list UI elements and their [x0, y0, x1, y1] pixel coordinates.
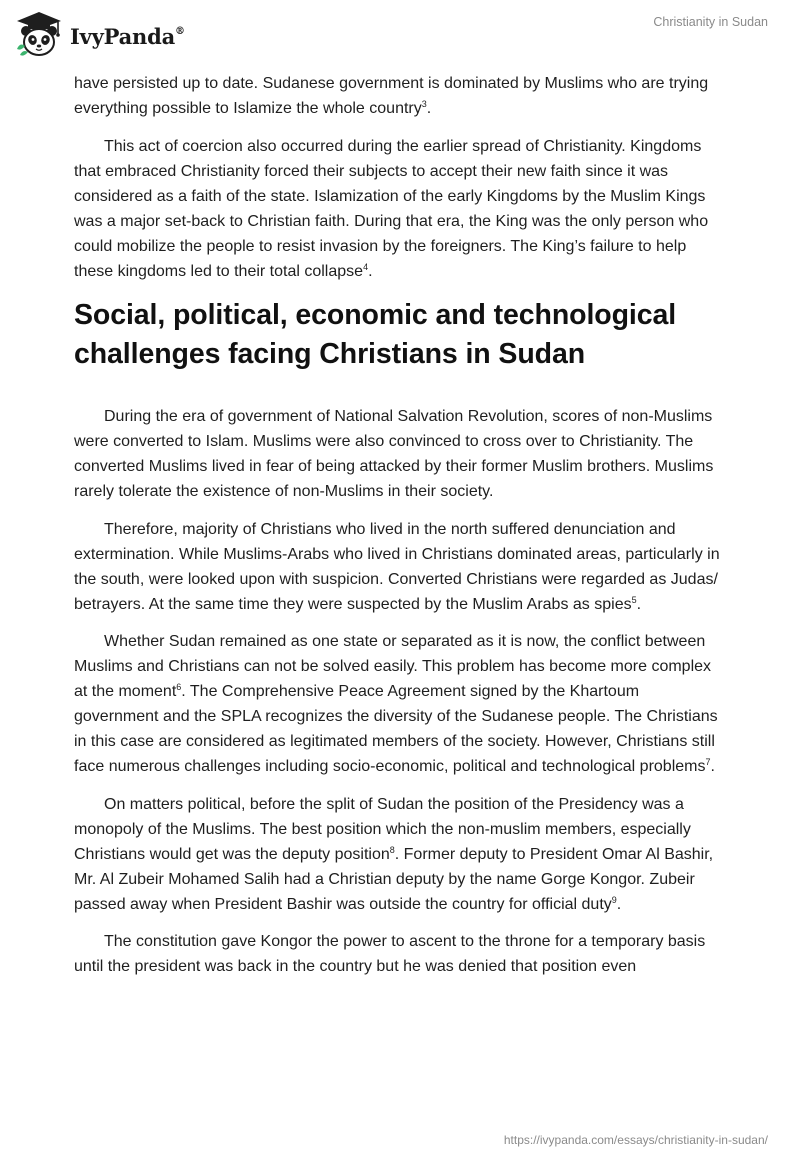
logo-text: IvyPanda [70, 23, 176, 49]
footnote-ref-7[interactable]: 7 [705, 757, 711, 767]
footnote-ref-8[interactable]: 8 [389, 844, 395, 855]
paragraph-3 [74, 404, 726, 504]
paragraph-text: The constitution gave Kongor the power to ascent to the throne for a temporary basis until the president was back in the country but he was denied that position even [74, 933, 706, 975]
paragraph-1 [74, 71, 726, 121]
paragraph-text: Whether Sudan remained as one state or separated as it is now, the conflict between Muslims and Christians can not be solved easily. This problem has become more complex at the moment [74, 633, 712, 700]
section-heading: Social, political, economic and technological challenges facing Christians in Sudan [74, 299, 677, 370]
footnote-ref-4[interactable]: 4 [363, 261, 369, 272]
footnote-ref-6[interactable]: 6 [176, 682, 182, 692]
paragraph-end: . [616, 895, 622, 913]
paragraph-end: . [368, 262, 373, 280]
registered-mark: ® [175, 25, 185, 37]
paragraph-end: . [426, 100, 432, 117]
page-header [0, 0, 800, 72]
logo-wordmark [70, 24, 185, 49]
footnote-ref-9[interactable]: 9 [611, 894, 617, 905]
footnote-ref-5[interactable]: 5 [631, 594, 637, 605]
paragraph-7 [74, 929, 726, 979]
paragraph-text: . Former deputy to President Omar Al Bashir, Mr. Al Zubeir Mohamed Salih had a Christian deputy by the name Gorge Kongor. Zubeir passed away when President Bashir was outside the country for official duty [74, 845, 714, 913]
ivypanda-logo[interactable] [14, 9, 185, 59]
paragraph-text: On matters political, before the split of Sudan the position of the Presidency was a monopoly of the Muslims. The best position which the non-muslim members, especially Christians would get was the deputy position [74, 795, 691, 863]
paragraph-2 [74, 134, 726, 284]
panda-graduate-icon [14, 9, 64, 59]
paragraph-5 [74, 629, 726, 779]
paragraph-end: . [710, 758, 715, 775]
document-title: Christianity in Sudan [653, 15, 768, 29]
essay-body [74, 71, 726, 992]
paragraph-text: This act of coercion also occurred during the earlier spread of Christianity. Kingdoms that embraced Christianity forced their subjects to accept their new faith since it was considered as a faith of the state. Islamization of the early Kingdoms by the Muslim Kings was a major set-back to Christian faith. During that era, the King was the only person who could mobilize the people to resist invasion by the foreigners. The King’s failure to help these kingdoms led to their total collapse [74, 137, 709, 280]
paragraph-text: Therefore, majority of Christians who lived in the north suffered denunciation and extermination. While Muslims-Arabs who lived in Christians dominated areas, particularly in the south, were looked upon with suspicion. Converted Christians were regarded as Judas/ betrayers. At the same time they were suspected by the Muslim Arabs as spies [74, 520, 720, 613]
source-url[interactable]: https://ivypanda.com/essays/christianity-in-sudan/ [503, 1133, 768, 1147]
paragraph-6 [74, 792, 726, 917]
paragraph-4 [74, 517, 726, 617]
paragraph-text: During the era of government of National Salvation Revolution, scores of non-Muslims were converted to Islam. Muslims were also convinced to cross over to Christianity. The converted Muslims lived in fear of being attacked by their former Muslim brothers. Muslims rarely tolerate the existence of non-Muslims in their society. [74, 408, 714, 500]
footnote-ref-3[interactable]: 3 [421, 99, 427, 109]
paragraph-end: . [636, 595, 642, 613]
paragraph-text: have persisted up to date. Sudanese government is dominated by Muslims who are trying everything possible to Islamize the whole country [74, 75, 709, 117]
paragraph-text: . The Comprehensive Peace Agreement signed by the Khartoum government and the SPLA recognizes the diversity of the Sudanese people. The Christians in this case are considered as legitimated members of the society. However, Christians still face numerous challenges including socio-economic, political and technological problems [74, 683, 718, 775]
